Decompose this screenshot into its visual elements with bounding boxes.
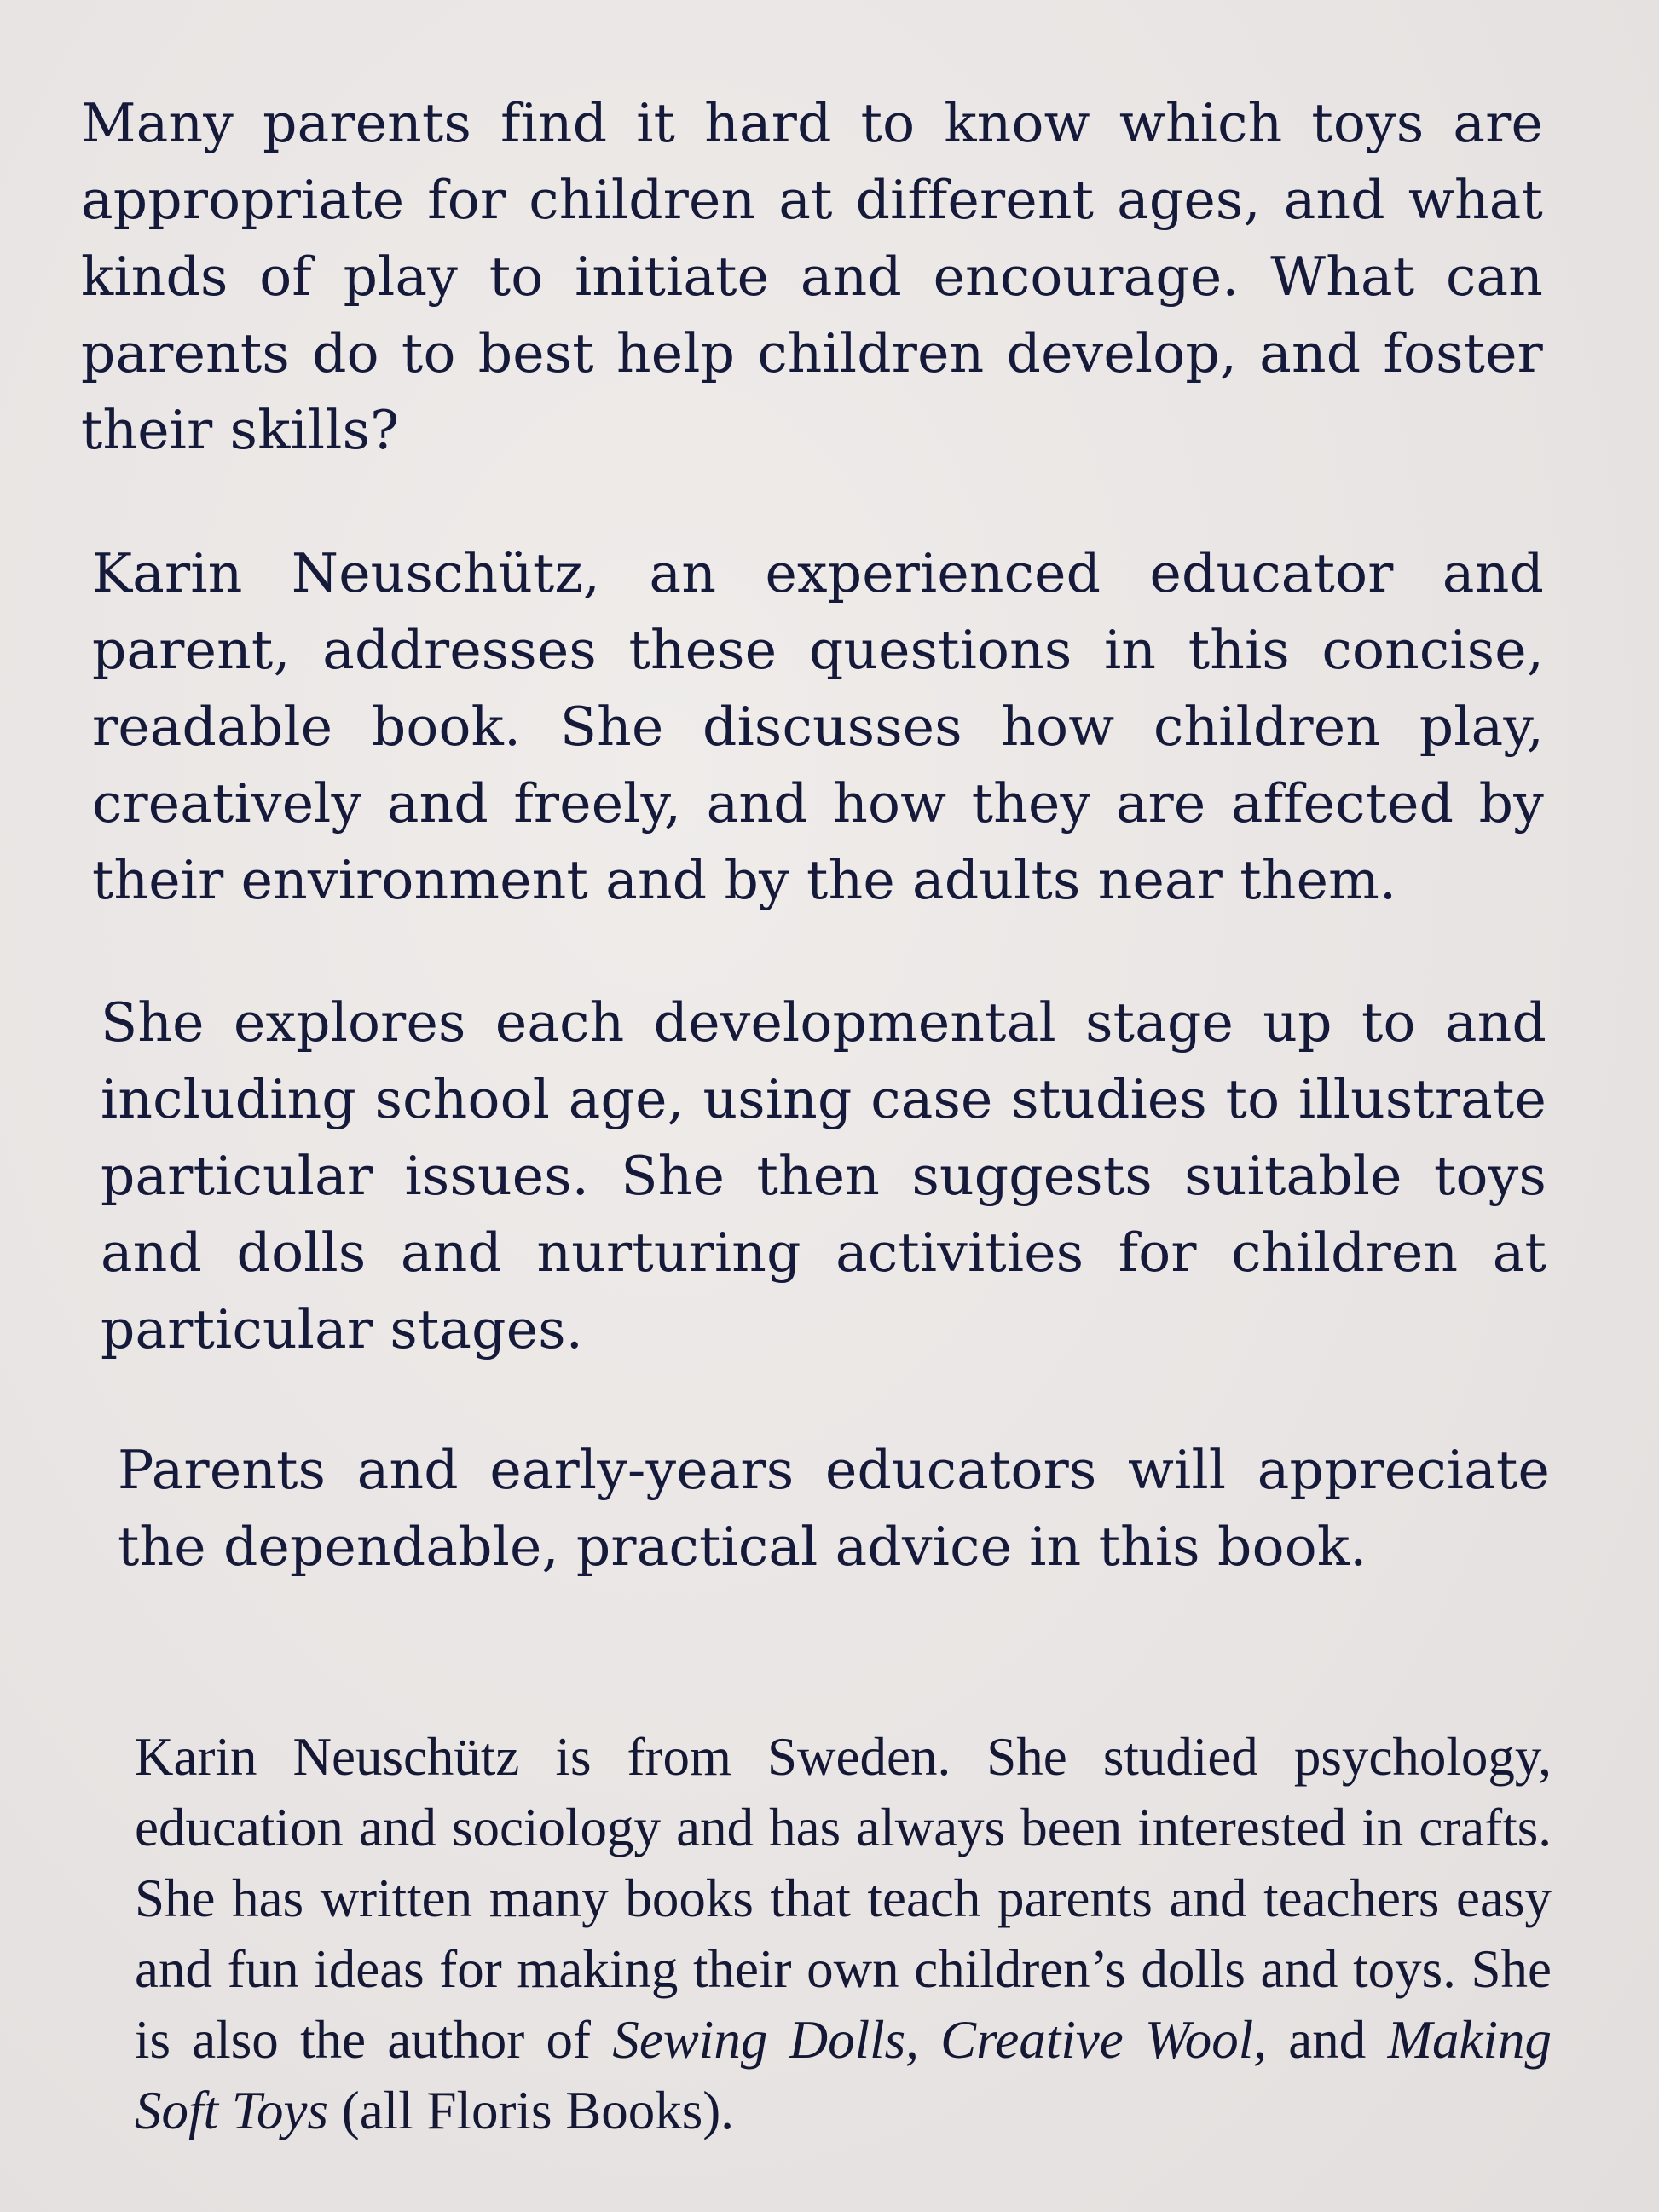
- blurb-paragraph-2: Karin Neuschütz, an experienced educator and parent, addresses these questions in this concise, readable book. She discusses how children play, creatively and freely, and how they are affected by their environment and by the adults near them.: [92, 542, 1544, 911]
- author-bio-publisher-note: (all Floris Books).: [328, 2081, 735, 2140]
- book-title-sewing-dolls: Sewing Dolls,: [612, 2010, 919, 2070]
- blurb-paragraph-1: Many parents find it hard to know which toys are appropriate for children at different ages, and what kinds of play to initiate and encourage. What can parents do to best help children develop, and foster their skills?: [81, 92, 1543, 461]
- book-title-creative-wool: Creative Wool,: [940, 2010, 1268, 2070]
- author-bio-separator: [919, 2010, 940, 2070]
- blurb-paragraph-4: Parents and early-years educators will appreciate the dependable, practical advice in this book.: [118, 1439, 1550, 1578]
- blurb-paragraph-3: She explores each developmental stage up to and including school age, using case studies to illustrate particular issues. She then suggests suitable toys and dolls and nurturing activities for children at particular stages.: [101, 991, 1546, 1360]
- author-bio-conjunction: and: [1267, 2010, 1388, 2070]
- book-title-making-soft-toys: Making Soft Toys: [135, 2010, 1552, 2140]
- author-bio-text: Karin Neuschütz is from Sweden. She studied psychology, education and sociology and has always been interested in crafts. She has written many books that teach parents and teachers easy and fun ideas for making their own children’s dolls and toys. She is also the author of: [135, 1727, 1552, 2070]
- author-bio: [135, 1722, 1552, 2146]
